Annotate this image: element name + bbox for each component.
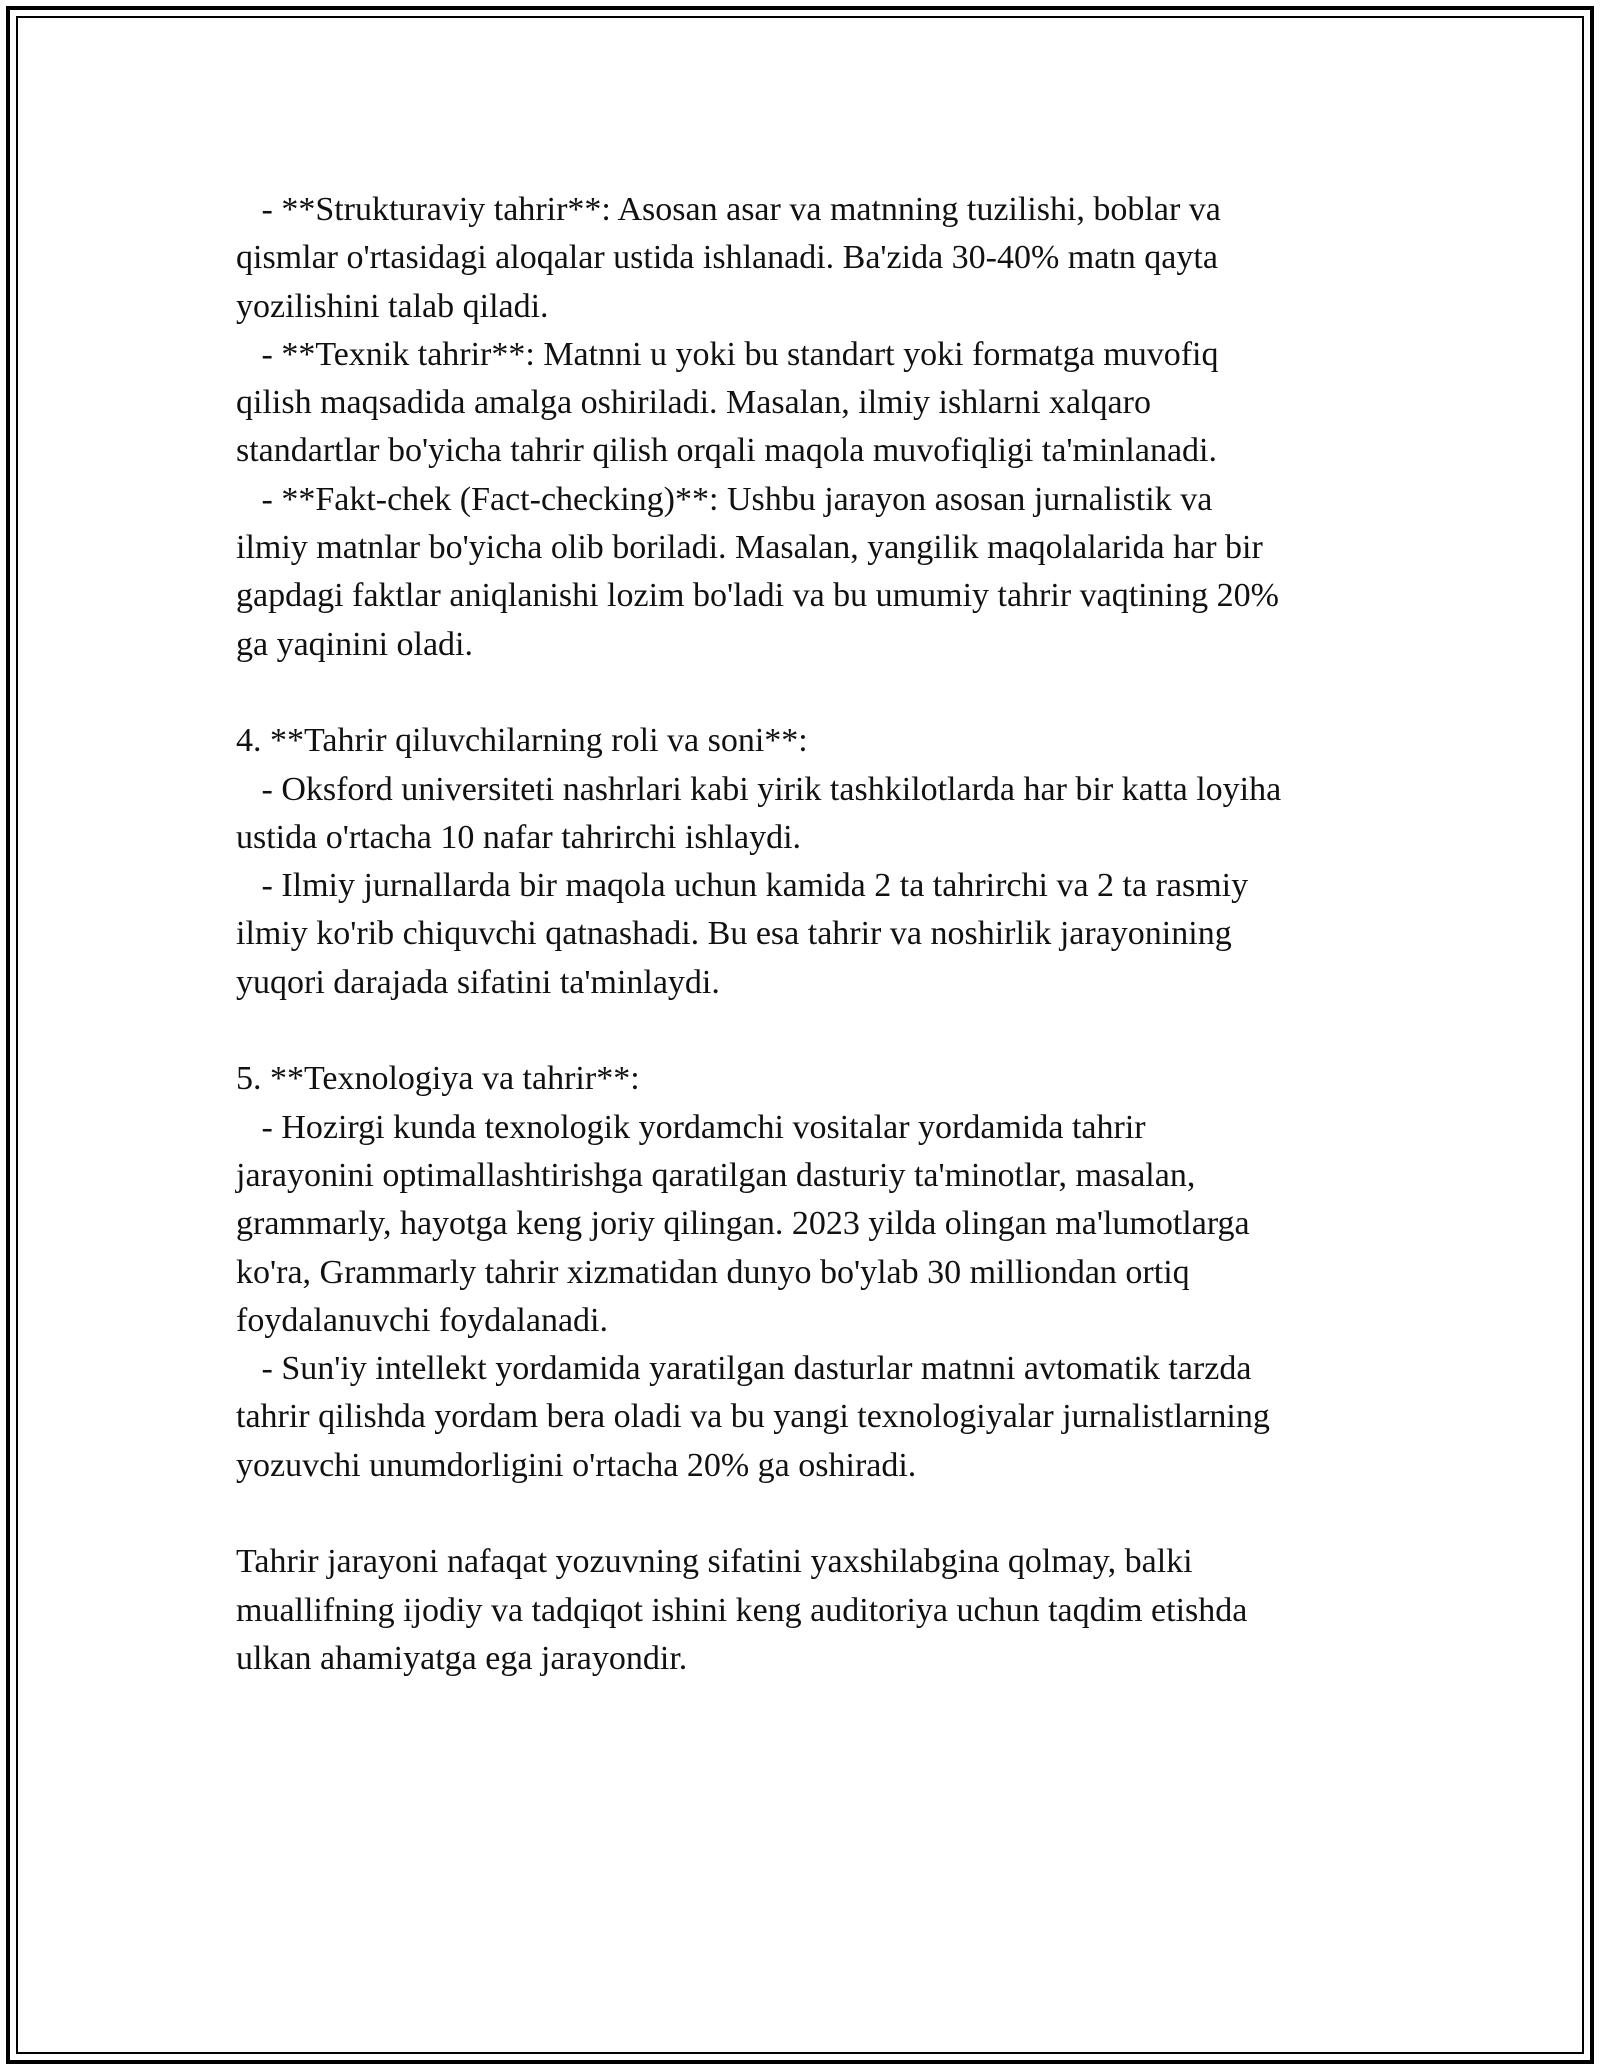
blank-line (236, 669, 1436, 717)
text-line: qilish maqsadida amalga oshiriladi. Masalan, ilmiy ishlarni xalqaro (236, 384, 1151, 422)
text-line: foydalanuvchi foydalanadi. (236, 1301, 608, 1339)
text-line: tahrir qilishda yordam bera oladi va bu yangi texnologiyalar jurnalistlarning (236, 1398, 1270, 1436)
text-line: yozilishini talab qiladi. (236, 287, 549, 325)
text-line: ko'ra, Grammarly tahrir xizmatidan dunyo bo'ylab 30 milliondan ortiq (236, 1253, 1190, 1291)
text-line: grammarly, hayotga keng joriy qilingan. 2023 yilda olingan ma'lumotlarga (236, 1205, 1250, 1243)
text-line: - Oksford universiteti nashrlari kabi yirik tashkilotlarda har bir katta loyiha (236, 770, 1282, 808)
conclusion-line: Tahrir jarayoni nafaqat yozuvning sifatini yaxshilabgina qolmay, balki (236, 1543, 1193, 1581)
conclusion-line: ulkan ahamiyatga ega jarayondir. (236, 1639, 688, 1677)
text-line: - Ilmiy jurnallarda bir maqola uchun kamida 2 ta tahrirchi va 2 ta rasmiy (236, 867, 1249, 905)
text-line: - Hozirgi kunda texnologik yordamchi vositalar yordamida tahrir (236, 1108, 1146, 1146)
blank-line (236, 1007, 1436, 1055)
text-line: standartlar bo'yicha tahrir qilish orqali maqola muvofiqligi ta'minlanadi. (236, 432, 1218, 470)
conclusion-line: muallifning ijodiy va tadqiqot ishini keng auditoriya uchun taqdim etishda (236, 1591, 1248, 1629)
text-line: ilmiy ko'rib chiquvchi qatnashadi. Bu esa tahrir va noshirlik jarayonining (236, 915, 1232, 953)
text-line: - **Fakt-chek (Fact-checking)**: Ushbu jarayon asosan jurnalistik va (236, 480, 1213, 518)
text-line: ustida o'rtacha 10 nafar tahrirchi ishlaydi. (236, 818, 802, 856)
text-line: qismlar o'rtasidagi aloqalar ustida ishlanadi. Ba'zida 30-40% matn qayta (236, 239, 1218, 277)
text-line: ilmiy matnlar bo'yicha olib boriladi. Masalan, yangilik maqolalarida har bir (236, 529, 1263, 567)
text-line: gapdagi faktlar aniqlanishi lozim bo'ladi va bu umumiy tahrir vaqtining 20% (236, 577, 1279, 615)
text-line: yozuvchi unumdorligini o'rtacha 20% ga oshiradi. (236, 1446, 917, 1484)
text-line: - **Strukturaviy tahrir**: Asosan asar va matnning tuzilishi, boblar va (236, 191, 1221, 228)
blank-line (236, 1490, 1436, 1538)
text-line: - **Texnik tahrir**: Matnni u yoki bu standart yoki formatga muvofiq (236, 335, 1219, 373)
section-heading: 4. **Tahrir qiluvchilarning roli va soni**: (236, 722, 808, 760)
text-line: ga yaqinini oladi. (236, 625, 474, 663)
document-body (236, 186, 1436, 1683)
section-heading: 5. **Texnologiya va tahrir**: (236, 1060, 640, 1098)
text-line: jarayonini optimallashtirishga qaratilgan dasturiy ta'minotlar, masalan, (236, 1156, 1196, 1194)
text-line: - Sun'iy intellekt yordamida yaratilgan dasturlar matnni avtomatik tarzda (236, 1350, 1252, 1388)
text-line: yuqori darajada sifatini ta'minlaydi. (236, 963, 720, 1001)
